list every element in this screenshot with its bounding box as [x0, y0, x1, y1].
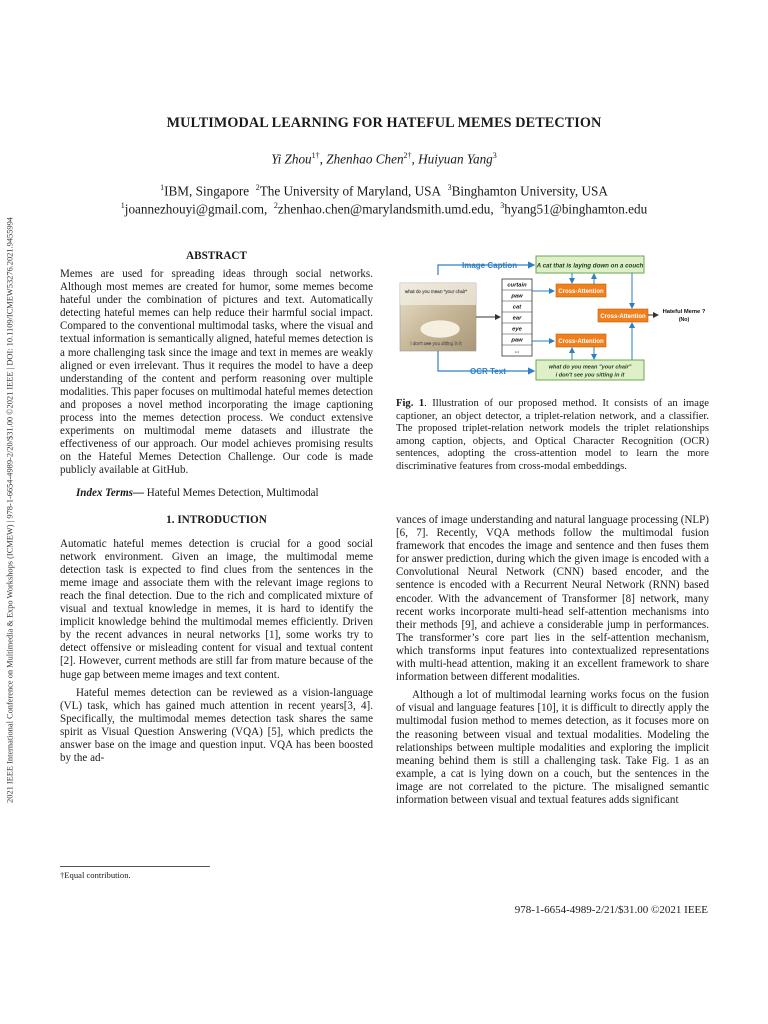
side-doi-identifier: [0, 165, 20, 855]
affiliation: The University of Maryland, USA: [259, 183, 441, 199]
right-column: [396, 514, 709, 807]
meme-cat-shape: [420, 320, 460, 338]
figure-label: Fig. 1: [396, 398, 425, 409]
index-terms: [60, 487, 373, 500]
caption-text: A cat that is laying down on a couch: [536, 262, 644, 270]
index-terms-label: Index Terms—: [76, 486, 145, 499]
image-caption-label: Image Caption: [462, 261, 518, 270]
author-sup: 1†: [311, 151, 320, 160]
ocr-label: OCR Text: [470, 367, 506, 376]
object-label: ear: [512, 315, 522, 322]
figure-caption-text: . Illustration of our proposed method. It consists of an image captioner, an object detector, a triplet-relation network, and a classifier. The proposed triplet-relation network models the triplet relationships among caption, objects, and Optical Character Recognition (OCR) sentences, adopting the cross-attention model to learn the more discriminative features from cross-modal embeddings.: [396, 398, 709, 472]
introduction-heading: 1. INTRODUCTION: [166, 513, 267, 526]
object-label: cat: [512, 304, 522, 311]
email[interactable]: zhenhao.chen@marylandsmith.umd.edu,: [277, 201, 494, 217]
affiliation: Binghamton University, USA: [451, 183, 608, 199]
author-name: Huiyuan Yang: [418, 151, 493, 167]
object-label: eye: [512, 326, 522, 333]
email[interactable]: hyang51@binghamton.edu: [504, 201, 648, 217]
cross-attention-label-1: Cross-Attention: [558, 289, 604, 295]
affil-sup: 3: [447, 183, 452, 192]
figure-diagram: [396, 253, 709, 385]
intro-paragraph-1: Automatic hateful memes detection is crucial for a good social network environment. Given an image, the multimodal meme detection task is expected to find clues from the sentences in the meme image and associate them with the relevant image regions to reach the final detection. Due to the rich and complicated mixture of visual and textual knowledge in memes, it is hard to identify the implicit knowledge behind the multimodal memes efficiently. Driven by the recent advances in neural networks [1], some works try to detect offensive or misleading content for visual and textual content [2]. However, current methods are still far from mature because of the huge gap between meme images and text content.: [60, 537, 373, 681]
object-label: paw: [511, 293, 523, 300]
object-label: curtain: [507, 282, 527, 289]
affiliations: [60, 183, 708, 199]
copyright-line: 978-1-6654-4989-2/21/$31.00 ©2021 IEEE: [514, 904, 708, 916]
ocr-line-1: what do you mean "your chair": [548, 364, 632, 371]
affiliation: IBM, Singapore: [164, 183, 250, 199]
author-list: Yi Zhou$^{1\dagger}$, Zhenhao Chen$^{2\dagger}$, Huiyuan Yang$^3$: [271, 151, 497, 167]
figure-1: [396, 253, 709, 385]
intro-paragraph-3: vances of image understanding and natural language processing (NLP) [6, 7]. Recently, VQA methods follow the multimodal fusion framework that encodes the image and sentence and then fuses them for answer prediction, during which the given image is encoded with a Convolutional Neural Network (CNN) based encoder, and the sentence is encoded with a Recurrent Neural Network (RNN) based encoder. With the advancement of Transformer [8] network, many recent works incorporate multi-head self-attention mechanisms into their methods [9], and achieve a considerable jump in performances. The transformer’s core part lies in the self-attention mechanism, which transforms input features into contextualized representations with multi-head attention, making it an excellent framework to share information between different modalities.: [396, 514, 709, 684]
intro-paragraph-2: Hateful memes detection can be reviewed as a vision-language (VL) task, which has gained much attention in recent years[3, 4]. Specifically, the multimodal memes detection task shares the same spirit as Visual Question Answering (VQA) [5], which predicts the answer base on the image and question input. VQA has been boosted by the ad-: [60, 686, 373, 765]
author-sup: 2†: [403, 151, 412, 160]
affil-sup: 1: [160, 183, 165, 192]
meme-top-text: what do you mean "your chair": [404, 289, 468, 294]
paper-title: MULTIMODAL LEARNING FOR HATEFUL MEMES DETECTION: [166, 115, 602, 131]
abstract-text: Memes are used for spreading ideas through social networks. Although most memes are created for humor, some memes become hateful under the combination of pictures and text. Automatically detecting hateful memes can help reduce their harmful social impact. Compared to the conventional multimodal tasks, where the visual and textual information is semantically aligned, hateful memes detection is a more challenging task since the image and text in memes are weakly aligned or even irrelevant. Thus it requires the model to have a deep understanding of the content and perform reasoning over multiple modalities. This paper focuses on multimodal hateful memes detection and proposes a novel method incorporating the image captioning process into the memes detection process. We conduct extensive experiments on multimodal meme datasets and illustrate the effectiveness of our approach. Our model achieves promising results on the Hateful Memes Detection Challenge. Our code is made publicly available at GitHub.: [60, 268, 373, 477]
author-sup: 3: [492, 151, 497, 160]
side-doi-text: 2021 IEEE International Conference on Multimedia & Expo Workshops (ICMEW) | 978-1-6654-4989-2/20/$31.00 ©2021 IEEE | DOI: 10.1109/ICMEW53276.2021.9455994: [5, 217, 15, 803]
index-terms-text: Hateful Memes Detection, Multimodal: [146, 486, 319, 499]
author-name: Yi Zhou: [271, 151, 312, 167]
email[interactable]: joannezhouyi@gmail.com,: [124, 201, 268, 217]
left-column: [60, 250, 373, 765]
figure-caption: [396, 398, 709, 474]
meme-image-top: [400, 283, 476, 305]
email-sup: 2: [273, 201, 278, 210]
output-value: (No): [678, 317, 690, 323]
affil-sup: 2: [255, 183, 260, 192]
object-label: ...: [514, 348, 520, 355]
email-sup: 1: [120, 201, 125, 210]
objects-list: [502, 279, 532, 356]
cross-attention-label-3: Cross-Attention: [600, 314, 646, 320]
footnote: †Equal contribution.: [60, 866, 210, 880]
email-sup: 3: [500, 201, 505, 210]
author-name: Zhenhao Chen: [326, 151, 404, 167]
ocr-line-2: i don't see you sitting in it: [555, 372, 625, 379]
meme-bottom-text: i don't see you sitting in it: [410, 341, 462, 346]
intro-paragraph-4: Although a lot of multimodal learning works focus on the fusion of visual and language features [10], it is difficult to directly apply the multimodal fusion method to memes detection, as it focuses more on the reasoning between visual and textual modalities. Modeling the relationships between multiple modalities and exploring the implicit meaning behind them is still a challenging task. Take Fig. 1 as an example, a cat is lying down on a couch, but the sentences in the image are not correlated to the picture. The misaligned semantic information between visual and textual features adds significant: [396, 689, 709, 806]
abstract-heading: ABSTRACT: [186, 250, 247, 262]
object-label: paw: [511, 337, 523, 344]
cross-attention-label-2: Cross-Attention: [558, 339, 604, 345]
output-label: Hateful Meme ?: [662, 309, 706, 315]
emails: [60, 201, 708, 217]
